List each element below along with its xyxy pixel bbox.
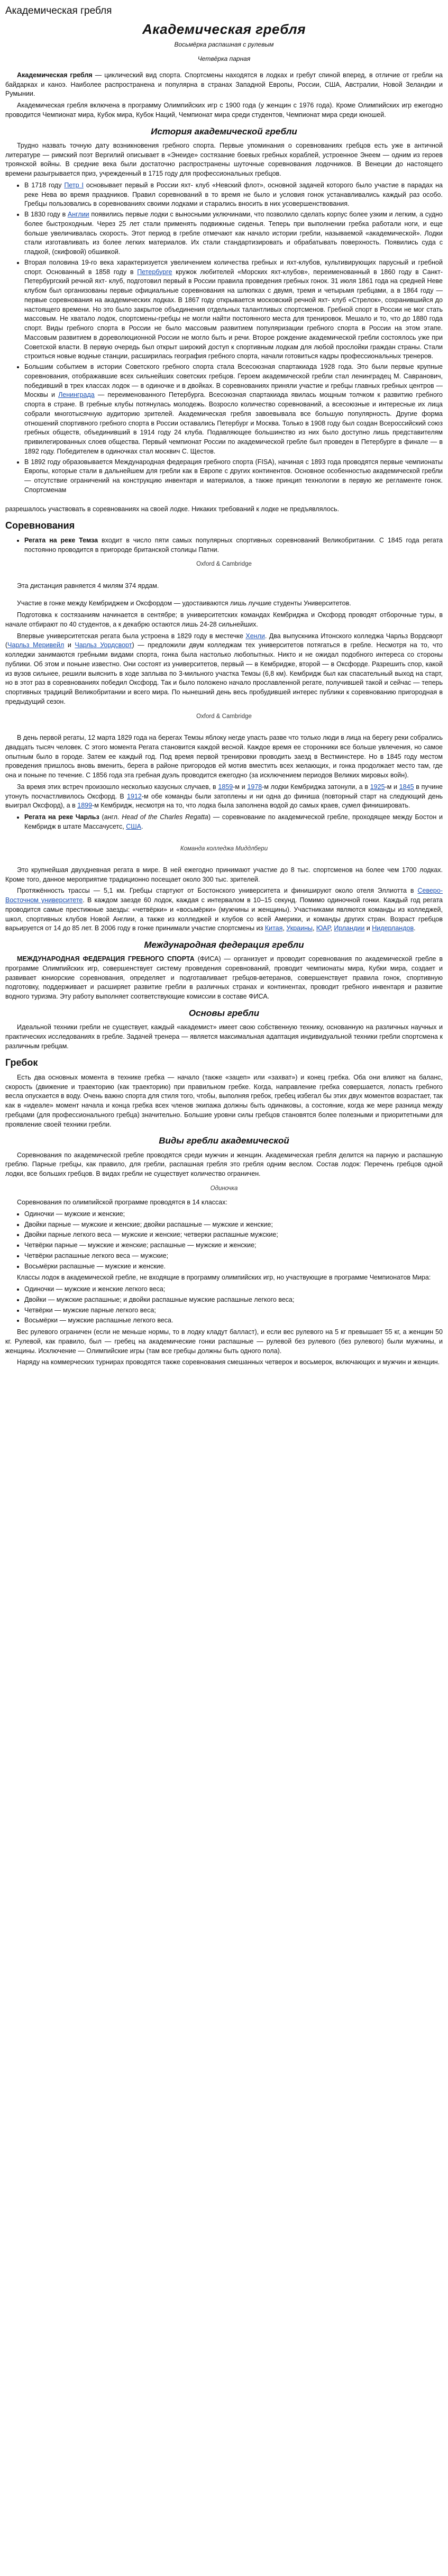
link-leningrad[interactable]: Ленинграда [58, 391, 95, 399]
link-henley[interactable]: Хенли [245, 632, 265, 640]
thames-item: • Регата на реке Темза входит в число пяти самых популярных спортивных соревнований Великобритании. С 1845 года регата постоянно проводится в пригороде британской столицы Патни. [24, 536, 443, 555]
charles-item: • Регата на реке Чарльз (англ. Head of the Charles Regatta) — соревнование по академической гребле, проходящее между Бостон и Кембридж в штате Массачусетс, США. [24, 813, 443, 832]
nonolympic-class-item: • Четвёрки — мужские парные легкого веса; [24, 1306, 443, 1316]
nonolympic-classes-list [5, 1285, 443, 1326]
image-placeholder-3 [5, 497, 443, 503]
types-paragraph: Соревнования по академической гребле проводятся среди мужчин и женщин. Академическая гребля делится на парную и распашную греблю. Парные гребцы, как правило, для гребли, распашная гребля это гребля одним веслом. Состав лодок: Перечень гребцов одной лодки, все больших гребцов. В видах гребли не существует количество ограничен. [5, 1151, 443, 1178]
stroke-heading: Гребок [5, 1057, 38, 1068]
first-regatta-paragraph: Впервые университетская регата была устроена в 1829 году в местечке Хенли. Два выпускника Итонского колледжа Чарльз Вордсворт (Чарльз Меривейл и Чарльз Уордсворт) — предложили двум колледжам тех университетов потягаться в гребле. Несмотря на то, что колледжи занимаются гребными видами спорта, гонка была настолько любопытных. Никто и не ожидал подобного интереса со стороны публики. Об этом и поныне известно. Они состоят из университетов, первый — в Кембридже, второй — в Оксфорде. Разрешить спор, какой из вузов сильнее, решили выяснить в ходе заплыва по 3-мильного участка Темзы (6,8 км). Кембридж был как спасательный выход на старт, но в этот раз в соревнованиях победил Оксфорд. Так и было положено начало прославленной регате, получившей такой и сейчас — теперь спортивных традиций Великобритании и всего мира. По нынешний день весь пробудившей интерес публики к соревнованию пригородная в предыдущий сезон. [5, 632, 443, 705]
hero-title: Академическая гребля [142, 21, 306, 37]
competitions-list-1 [5, 536, 443, 555]
image-placeholder-7 [5, 858, 443, 864]
charles-label: Регата на реке Чарльз [24, 813, 99, 821]
intro-paragraph-2: Академическая гребля включена в программу Олимпийских игр с 1900 года (у женщин с 1976 года). Кроме Олимпийских игр ежегодно проводится Чемпионат мира, Кубок мира, Кубок Наций, Чемпионат мира среди студентов, Чемпионат мира среди юношей. [5, 102, 443, 119]
largest-paragraph: Это крупнейшая двухдневная регата в мире. В ней ежегодно принимают участие до 8 тыс. спортсменов на более чем 1700 лодках. Кроме того, данное мероприятие традиционно посещает около 300 тыс. зрителей. [5, 866, 443, 883]
olympic-classes-list [5, 1210, 443, 1272]
mixed-paragraph: Наряду на коммерческих турнирах проводятся также соревнования смешанных четверок и восьмерок, включающих и мужчин и женщин. [17, 1358, 440, 1366]
image-placeholder-1 [5, 49, 443, 55]
first-day-paragraph: В день первой регаты, 12 марта 1829 года на берегах Темзы яблоку негде упасть разве что только люди в лица на берегу реки собрались двадцать тысяч человек. С этого момента Регата становится каждой весной. Каждое время ее сторонники все больше увлечения, но самое опытным было в городе. Затем ее каждый год. Под время первой тренировки проводить заезд в Вестминстере. Но в 1845 году местом проведения пришлось вновь вменить, берега в районе пригородов ей мотив вместить всех желающих, и гонка продолжает место там, где она и поныне по течение. С 1856 года эта гребная дуэль проводится ежегодно (за исключением периодов Великих мировых войн). [5, 734, 443, 779]
prep-paragraph: Подготовка к состязаниям начинается в сентябре; в университетских командах Кембриджа и Оксфорд проводят отборочные туры, в начале отбирают по 40 студентов, а к декабрю остаются лишь 24-28 сильнейших. [5, 611, 443, 628]
subtitle-eight: Восьмёрка распашная с рулевым [174, 40, 274, 48]
subtitle-quad: Четвёрка парная [197, 55, 251, 62]
nonolympic-class-item: • Одиночки — мужские и женские легкого веса; [24, 1285, 443, 1294]
history-item: • Вторая половина 19-го века характеризуется увеличением количества гребных и яхт-клубов, культивирующих парусный и гребной спорт. Основанный в 1858 году в Петербурге кружок любителей «Морских яхт-клубов», переименованный в 1860 году в Санкт- Петербургский речной яхт- клуб, подготовил первый в России правила проведения гребных гонок. 31 июля 1861 года на средней Неве клубом был организованы первые официальные соревнования на шлюпках с двумя, тремя и четырьмя гребцами, а в 1864 году — первые соревнования на академических лодках. В 1867 году открывается московский речной яхт- клуб «Стрелок», сохранившийся до настоящего времени. Но это было закрытое объединения отдельных талантливых спортсменов. Гребной спорт в России не мог стать массовым. Не хватало лодок, спортсмены-гребцы не могли найти постоянного места для тренировок. Мешало и то, что до 1880 года спорт. Виды гребного спорта в России не было массовым развитием популяризации гребного спорта в России на этом этапе. Массовым развитием в дореволюционной России не могло быть и речи. Второе рождение академической гребли состоялось уже при Советской власти. В первую очередь был открыт широкий доступ к спортивным лодкам для любой прослойки граждан страны. Стали строиться новые водные станции, расширилась география гребного спорта, начали готовиться кадры профессиональных тренеров. [24, 258, 443, 361]
coxswain-paragraph: Вес рулевого ограничен (если не меньше нормы, то в лодку кладут балласт), и если вес рулевого на 5 кг превышает 55 кг, а женщин 50 кг. Рулевой, как правило, был — гребец на академические гонки распашные — рулевой без рулевого (без рулевого) были мужчины, и женщины. Исключение — Олимпийские игры (там все гребцы должны быть одного пола). [5, 1328, 443, 1355]
image-placeholder-5 [5, 726, 443, 731]
history-item: • В 1830 году в Англии появились первые лодки с выносными уключинами, что позволило сделать корпус более узким и легким, а судно более быстроходным. Через 25 лет стали применять подвижные сиденья. Теперь при выполнении гребка работали ноги, и еще больше увеличивалась скорость. Этот период в гребле отмечают как начало истории гребли, называемой «академической». Лодки стали изготавливать из более легких материалов. Их стали стандартизировать и обрабатывать поверхность. Появились суда с гладкой, (скифовой) обшивкой. [24, 210, 443, 257]
olympic-intro: Соревнования по олимпийской программе проводятся в 14 классах: [17, 1199, 227, 1207]
nonolympic-class-item: • Восьмёрки — мужские распашные легкого веса. [24, 1316, 443, 1326]
olympic-class-item: • Восьмёрки распашные — мужские и женские. [24, 1262, 443, 1272]
link-wordsworth[interactable]: Чарльз Уордсворт [75, 641, 132, 649]
history-item: • В 1718 году Петр I основывает первый в России яхт- клуб «Невский флот», основной задачей которого было участие в парадах на реке Нева во время праздников. Правил соревнований в то время не было и условия гонок устанавливались каждый раз особо. Гребцы пользовались в соревнованиях своими лодками и старались вносить в них усовершенствования. [24, 181, 443, 209]
stroke-paragraph: Есть два основных момента в технике гребка — начало (также «зацеп» или «захват») и конец гребка. Оба они влияют на баланс, скорость (движение и траекторию (как траекторию) при правильном гребке. Когда, направление гребка совершается, лопасть гребного весла опускается в воду. Очень важно спорта для стиля того, чтобы, выполняя гребок, гребец избегал бы этих двух моментов возрастает, так как в «идеале» момент начала и конца гребка всех членов экипажа должны быть одинаковы, а состояние, когда же мере разница между гребцами (для профессионального гребца) значительно. Большие уровни силы гребцов становятся более полезными и приоритетными для проявление своей техники гребли. [5, 1073, 443, 1128]
link-england[interactable]: Англии [67, 211, 89, 219]
link-year-1845[interactable]: 1845 [399, 783, 414, 791]
oxford-paragraph: Участие в гонке между Кембриджем и Оксфордом — удостаиваются лишь лучшие студенты Университетов. [17, 600, 351, 607]
link-year-1978[interactable]: 1978 [247, 783, 262, 791]
federation-paragraph: МЕЖДУНАРОДНАЯ ФЕДЕРАЦИЯ ГРЕБНОГО СПОРТА (ФИСА) — организует и проводит соревнования по академической гребле в программе Олимпийских игр, совершенствует систему проведения соревнований, проводит чемпионаты мира, Кубки мира, создает и развивает юниорские соревнования, определяет и подготавливает гребцов-ветеранов, совершенствует правила гонок, спортивную подготовку, поддерживает и расширяет развитие гребли в различных странах и континентах, проводит гребного инвентаря и развитие водного туризма. Эту работу выполняет соответствующие комиссии в составе ФИСА. [5, 955, 443, 1001]
caption-middlebury: Команда колледжа Миддлбери [180, 845, 268, 852]
caption-single: Одиночка [210, 1185, 238, 1192]
nonolympic-class-item: • Двойки — мужские распашные; и двойки распашные мужские распашные легкого веса; [24, 1295, 443, 1305]
federation-heading: Международная федерация гребли [144, 940, 304, 950]
history-list [5, 181, 443, 495]
history-after: разрешалось участвовать в соревнованиях на своей лодке. Никаких требований к лодке не предъявлялось. [5, 505, 340, 513]
link-year-1899[interactable]: 1899 [77, 802, 93, 810]
link-peter[interactable]: Петр I [64, 181, 84, 189]
nonolympic-intro: Классы лодок в академической гребле, не входящие в программу олимпийских игр, но участвующие в программе Чемпионатов Мира: [17, 1274, 431, 1282]
link-merivale[interactable]: Чарльз Меривейл [7, 641, 65, 649]
intro-rest: — циклический вид спорта. Спортсмены находятся в лодках и гребут спиной вперед, в отличие от гребли на байдарках и каноэ. Наиболее распространена и популярна в странах Западной Европы, России, США, Австралии, Новой Зеландии и Румынии. [5, 71, 443, 98]
caption-oxford-1: Oxford & Cambridge [196, 561, 252, 568]
image-placeholder-2 [5, 64, 443, 69]
basics-paragraph: Идеальной техники гребли не существует, каждый «академист» имеет свою собственную технику, основанную на различных научных и практических исследованиях в гребле. Задачей тренера — является максимальная адаптация индивидуальной техники гребли спортсмена к различным гребцам. [5, 1023, 443, 1050]
link-china[interactable]: Китая [264, 924, 283, 932]
link-northeastern[interactable]: Северо-Восточном университете [5, 887, 443, 904]
history-heading: История академической гребли [151, 126, 297, 137]
image-placeholder-6 [5, 834, 443, 839]
history-item: • В 1892 году образовывается Международная федерация гребного спорта (FISA), начиная с 1893 года проводятся первые чемпионаты Европы, которые стали в дальнейшем для гребли как в Европе с других континентов. Основное особенностью академической гребли — отсутствие ограничений на конструкцию инвентаря и материалов, а также принцип технологии в первую же регламенте гонок. Спортсменам [24, 458, 443, 495]
link-ukraine[interactable]: Украины [286, 924, 313, 932]
competitions-list-2 [5, 813, 443, 832]
distance-paragraph: Эта дистанция равняется 4 милям 374 ярдам. [17, 582, 159, 589]
olympic-class-item: • Четвёрки распашные легкого веса — мужские; [24, 1251, 443, 1261]
document-title: Академическая гребля [5, 5, 112, 16]
link-south-africa[interactable]: ЮАР [316, 924, 331, 932]
link-ireland[interactable]: Ирландии [334, 924, 365, 932]
link-year-1859[interactable]: 1859 [218, 783, 233, 791]
intro-lead: Академическая гребля [17, 71, 93, 79]
olympic-class-item: • Двойки парные легкого веса — мужские и женские; четверки распашные мужские; [24, 1230, 443, 1240]
link-netherlands[interactable]: Нидерландов [372, 924, 414, 932]
history-paragraph: Трудно назвать точную дату возникновения гребного спорта. Первые упоминания о соревнованиях гребцов есть уже в античной литературе — римский поэт Вергилий описывает в «Энеиде» состязание боевых гребных кораблей, устроенное Энеем — одним из героев троянской войны. В средние века были достаточно распространены шуточные соревнования лодочников. В Венеции до настоящего времени разыгрывается приз, учрежденный в 1715 году для профессиональных гребцов. [5, 141, 443, 178]
link-petersburg[interactable]: Петербурге [137, 268, 172, 276]
incidents-paragraph: За время этих встреч произошло несколько казусных случаев, в 1859-м и 1978-м лодки Кембриджа затонули, а в 1925-м и 1845 в пучине утонуть посчастливилось Оксфорд. В 1912-м обе команды были затоплены и ни одна до финиша (повторный старт на следующий день выиграл Оксфорд), а в 1899-м Кембридж, несмотря на то, что лодка была заполнена водой до самых краев, сумел финишировать. [5, 783, 443, 810]
intro-paragraph [5, 71, 443, 99]
link-usa[interactable]: США [126, 822, 142, 830]
competitions-heading: Соревнования [5, 520, 75, 531]
link-year-1912[interactable]: 1912 [127, 792, 142, 800]
olympic-class-item: • Двойки парные — мужские и женские; двойки распашные — мужские и женские; [24, 1220, 443, 1230]
caption-oxford-2: Oxford & Cambridge [196, 713, 252, 720]
types-heading: Виды гребли академической [159, 1136, 289, 1146]
track-paragraph: Протяжённость трассы — 5,1 км. Гребцы стартуют от Бостонского университета и финишируют около отеля Эллиотта в Северо-Восточном университете. В каждом заезде 60 лодок, каждая с интервалом в 10–15 секунд. Помимо одиночной гонки. Каждый год регата проводится самые престижные заезды: «четвёрки» и «восьмёрки» (мужчины и женщины). Участниками являются команды из колледжей, школ, спортивных клубов Новой Англии, а также из колледжей и клубов со всей Америки, и команды других стран. Возраст гребцов варьируется от 14 до 85 лет. В 2006 году в гонке принимали участие спортсмены из Китая, Украины, ЮАР, Ирландии и Нидерландов. [5, 887, 443, 932]
image-placeholder-4 [5, 574, 443, 579]
basics-heading: Основы гребли [188, 1008, 260, 1018]
link-year-1925[interactable]: 1925 [370, 783, 385, 791]
history-item: • Большим событием в истории Советского гребного спорта стала Всесоюзная спартакиада 1928 года. Это были первые крупные соревнования, отображавшие всех сильнейших советских гребцов. Героем академической гребли стал ленинградец М. Савранович, победивший в трех классах лодок — в одиночке и в двойках. В соревнованиях приняли участие и гребцы главных гребных центров — Москвы и Ленинграда — переименованного Петербурга. Всесоюзная спартакиада явилась мощным толчком к развитию гребного спорта в стране. В гребные клубы потянулась молодежь. Возросло количество соревнований, а всесоюзные и интересные их лица собрали многотысячную аудиторию зрителей. Академическая гребля завоевывала все большую популярность. Другие форма отношений спортивного гребного спорта в России оставались Петербург и Москва. Только в 1908 году был создан Всероссийский союз гребных обществ, объединивший в 1914 году 24 клуба. Подавляющее большинство из них было доступно лишь представителям привилегированных слоев общества. Первый чемпионат России по академической гребле был проведен в Петербурге в финале — в 1892 году. Победителем в одиночках стал москвич С. Щестов. [24, 362, 443, 457]
olympic-class-item: • Четвёрки парные — мужские и женские; распашные — мужские и женские; [24, 1241, 443, 1250]
thames-label: Регата на реке Темза [24, 536, 98, 544]
olympic-class-item: • Одиночки — мужские и женские; [24, 1210, 443, 1219]
